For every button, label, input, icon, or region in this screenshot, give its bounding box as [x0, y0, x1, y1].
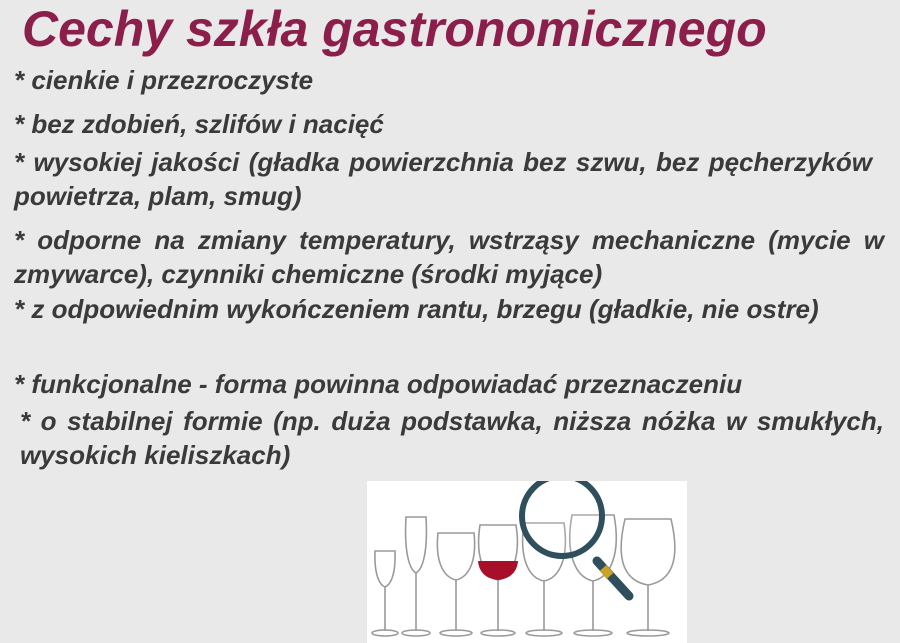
glass-icon — [479, 525, 518, 636]
bullet-no-decoration: * bez zdobień, szlifów i nacięć — [14, 109, 384, 139]
glass-icon — [372, 551, 398, 636]
bullet-resistant: * odporne na zmiany temperatury, wstrząsy mechaniczne (mycie w zmywarce), czynniki chemiczne (środki myjące) — [14, 225, 884, 289]
wine-glasses-with-magnifier-icon — [367, 481, 687, 643]
wine-glasses-photo — [367, 481, 687, 643]
bullet-high-quality: * wysokiej jakości (gładka powierzchnia bez szwu, bez pęcherzyków powietrza, plam, smug) — [14, 147, 872, 211]
bullet-rim-finish: * z odpowiednim wykończeniem rantu, brzegu (gładkie, nie ostre) — [14, 294, 819, 324]
glass-icon — [402, 517, 430, 636]
red-wine-fill — [478, 561, 518, 580]
bullet-thin-transparent: * cienkie i przezroczyste — [14, 65, 314, 95]
slide-title: Cechy szkła gastronomicznego — [22, 1, 767, 57]
glass-icon — [621, 519, 675, 636]
bullet-stable-form: * o stabilnej formie (np. duża podstawka, niższa nóżka w smukłych, wysokich kieliszkach) — [20, 406, 884, 470]
glass-icon — [437, 533, 474, 636]
bullet-functional: * funkcjonalne - forma powinna odpowiadać przeznaczeniu — [14, 369, 743, 399]
